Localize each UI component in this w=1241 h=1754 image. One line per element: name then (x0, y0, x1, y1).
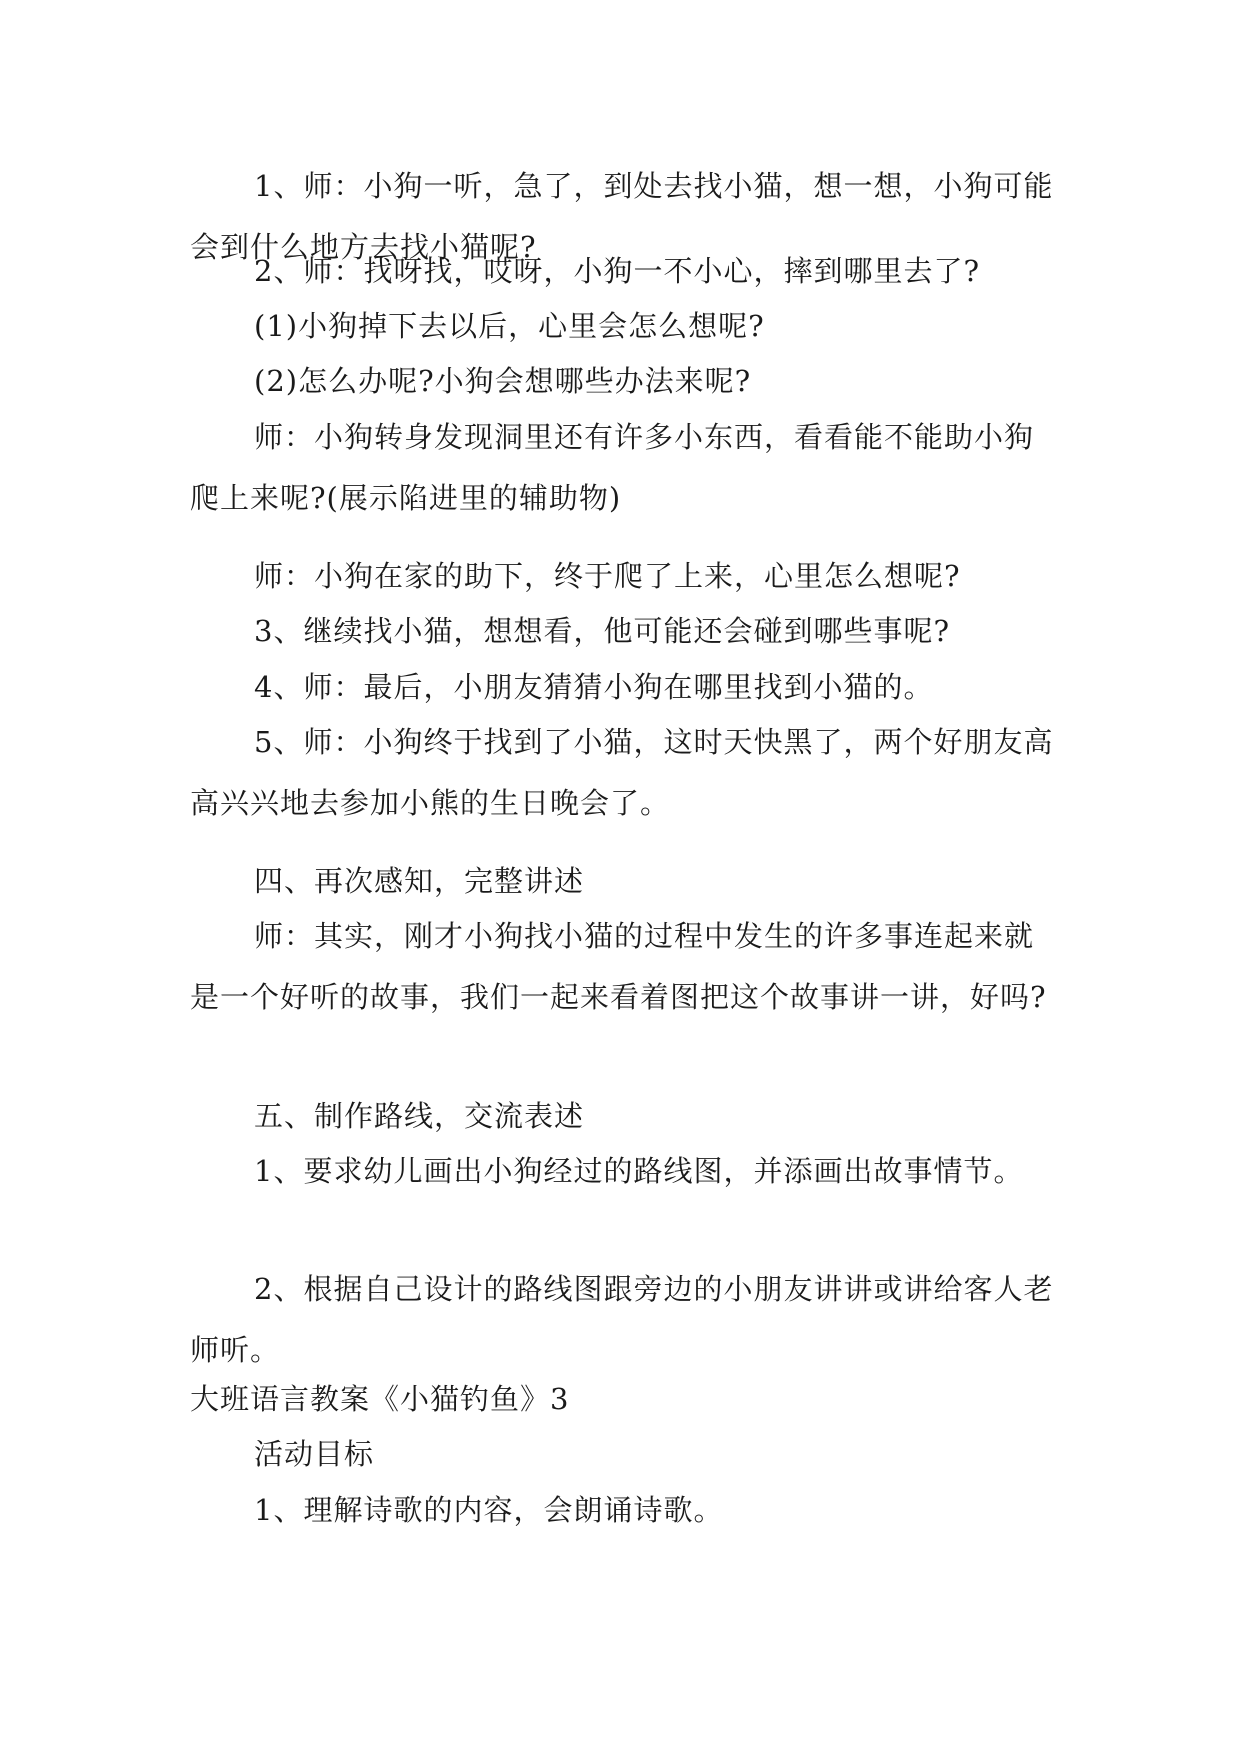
paragraph: 3、继续找小猫，想想看，他可能还会碰到哪些事呢? (254, 614, 950, 648)
paragraph: 1、师：小狗一听，急了，到处去找小猫，想一想，小狗可能会到什么地方去找小猫呢? (190, 169, 1054, 264)
paragraph: 5、师：小狗终于找到了小猫，这时天快黑了，两个好朋友高高兴兴地去参加小熊的生日晚会了。 (190, 725, 1054, 820)
paragraph: 活动目标 (254, 1437, 375, 1471)
paragraph: 五、制作路线，交流表述 (254, 1099, 585, 1133)
paragraph: 2、根据自己设计的路线图跟旁边的小朋友讲讲或讲给客人老师听。 (190, 1272, 1054, 1367)
paragraph: 1、要求幼儿画出小狗经过的路线图，并添画出故事情节。 (254, 1154, 1024, 1188)
paragraph: 师：小狗在家的助下，终于爬了上来，心里怎么想呢? (254, 559, 961, 593)
paragraph: (2)怎么办呢?小狗会想哪些办法来呢? (254, 364, 752, 398)
paragraph: 1、理解诗歌的内容，会朗诵诗歌。 (254, 1493, 724, 1527)
paragraph: 四、再次感知，完整讲述 (254, 864, 585, 898)
paragraph: 师：其实，刚才小狗找小猫的过程中发生的许多事连起来就是一个好听的故事，我们一起来看着图把这个故事讲一讲，好吗? (190, 919, 1047, 1014)
paragraph: (1)小狗掉下去以后，心里会怎么想呢? (254, 309, 765, 343)
paragraph: 师：小狗转身发现洞里还有许多小东西，看看能不能助小狗爬上来呢?(展示陷进里的辅助物) (190, 420, 1035, 515)
section-title: 大班语言教案《小猫钓鱼》3 (190, 1382, 570, 1416)
paragraph: 2、师：找呀找，哎呀，小狗一不小心，摔到哪里去了? (254, 254, 980, 288)
paragraph: 4、师：最后，小朋友猜猜小狗在哪里找到小猫的。 (254, 670, 934, 704)
